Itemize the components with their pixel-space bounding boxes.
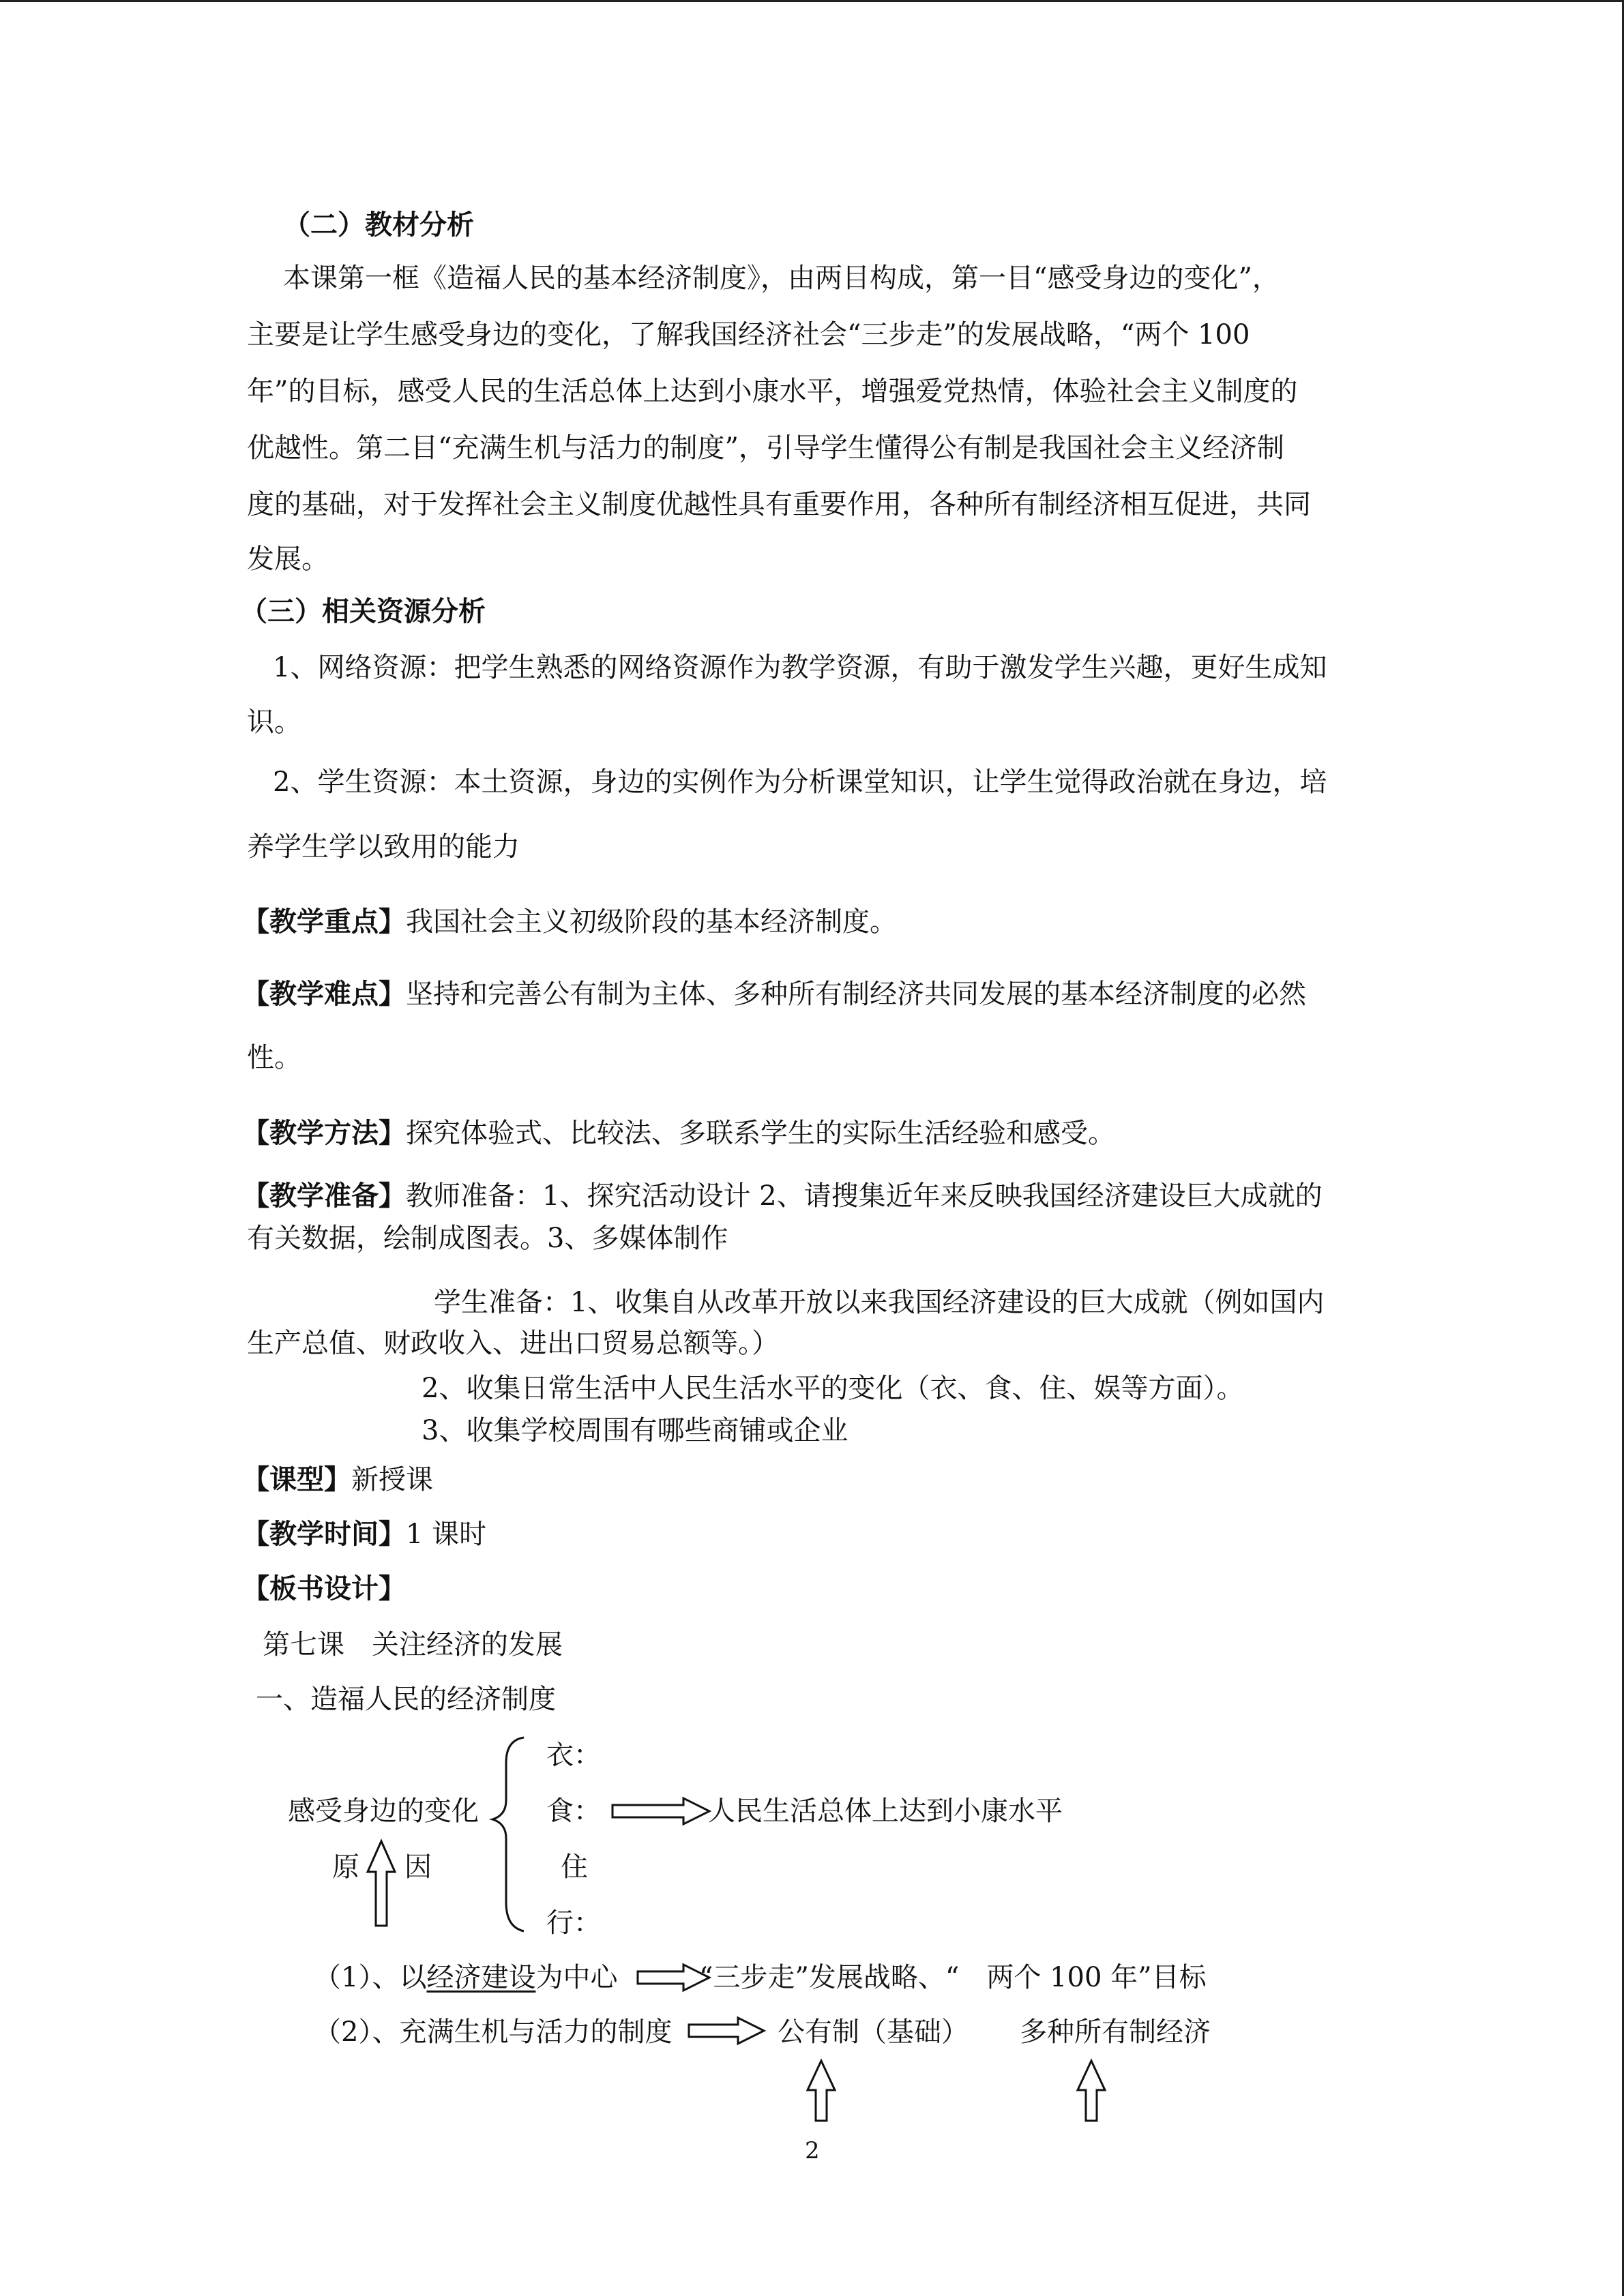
right-arrow-r1-icon [638, 1965, 709, 1991]
board-sub-title: 一、造福人民的经济制度 [256, 1684, 556, 1715]
prep-tag: 【教学准备】 [242, 1180, 406, 1212]
prep-teacher-1: 教师准备：1、探究活动设计 2、请搜集近年来反映我国经济建设巨大成就的 [406, 1180, 1323, 1212]
board-reason-line-2: （2）、充满生机与活力的制度 [314, 2016, 673, 2048]
difficulty-text: 坚持和完善公有制为主体、多种所有制经济共同发展的基本经济制度的必然 [406, 979, 1306, 1010]
section2-line-1: 本课第一框《造福人民的基本经济制度》，由两目构成，第一目“感受身边的变化”， [283, 263, 1280, 294]
board-change: 感受身边的变化 [288, 1795, 479, 1827]
board-travel: 行： [546, 1907, 601, 1939]
difficulty-tag: 【教学难点】 [242, 978, 406, 1010]
section3-item1-line2: 识。 [247, 706, 301, 738]
board-food: 食： [546, 1795, 601, 1827]
key-point-text: 我国社会主义初级阶段的基本经济制度。 [406, 906, 897, 938]
board-live: 住 [561, 1851, 588, 1883]
lesson-time-text: 1 课时 [406, 1519, 487, 1550]
board-cloth: 衣： [546, 1740, 601, 1771]
r1-prefix: （1）、以 [314, 1962, 427, 1993]
section3-item2-line2: 养学生学以致用的能力 [247, 831, 520, 863]
section2-line-4: 优越性。第二目“充满生机与活力的制度”，引导学生懂得公有制是我国社会主义经济制 [247, 432, 1284, 464]
board-tag: 【板书设计】 [242, 1572, 406, 1605]
prep-student-2: 生产总值、财政收入、进出口贸易总额等。） [247, 1328, 779, 1359]
section3-heading: （三）相关资源分析 [240, 595, 486, 627]
up-arrow-multi-icon [1078, 2061, 1105, 2121]
page-number: 2 [805, 2137, 820, 2164]
section2-line-6: 发展。 [247, 543, 329, 575]
up-arrow-public-icon [808, 2061, 835, 2121]
section2-line-5: 度的基础，对于发挥社会主义制度优越性具有重要作用，各种所有制经济相互促进，共同 [247, 489, 1311, 520]
section2-line-2: 主要是让学生感受身边的变化，了解我国经济社会“三步走”的发展战略，“两个 100 [247, 319, 1250, 351]
r1-underlined: 经济建设 [426, 1962, 536, 1993]
r1-suffix: 为中心 [535, 1962, 618, 1993]
lesson-type-text: 新授课 [351, 1464, 433, 1495]
curly-brace [492, 1738, 524, 1931]
board-r1-result: “三步走”发展战略、“ 两个 100 年”目标 [699, 1962, 1207, 1993]
up-arrow-icon [368, 1841, 395, 1926]
prep-student-4: 3、收集学校周围有哪些商铺或企业 [422, 1415, 848, 1446]
prep-student-1: 学生准备：1、收集自从改革开放以来我国经济建设的巨大成就（例如国内 [434, 1287, 1325, 1318]
prep-teacher-2: 有关数据，绘制成图表。3、多媒体制作 [247, 1223, 728, 1254]
method-tag: 【教学方法】 [242, 1117, 406, 1149]
difficulty-text-2: 性。 [247, 1042, 301, 1073]
board-lesson-title: 第七课 关注经济的发展 [263, 1629, 563, 1660]
right-arrow-r2-icon [689, 2018, 764, 2044]
right-arrow-icon [612, 1798, 709, 1824]
board-public: 公有制（基础） [778, 2016, 969, 2048]
section3-item2-line1: 2、学生资源：本土资源，身边的实例作为分析课堂知识，让学生觉得政治就在身边，培 [273, 766, 1327, 798]
lesson-time-tag: 【教学时间】 [242, 1518, 406, 1550]
board-result: 人民生活总体上达到小康水平 [708, 1795, 1063, 1827]
board-multi: 多种所有制经济 [1020, 2016, 1211, 2048]
prep-student-3: 2、收集日常生活中人民生活水平的变化（衣、食、住、娱等方面）。 [422, 1373, 1244, 1404]
board-reason-2: 因 [404, 1851, 432, 1883]
section2-line-3: 年”的目标，感受人民的生活总体上达到小康水平，增强爱党热情，体验社会主义制度的 [247, 376, 1298, 407]
section2-heading: （二）教材分析 [283, 209, 474, 241]
key-point-tag: 【教学重点】 [242, 906, 406, 938]
board-reason-1: 原 [332, 1851, 359, 1883]
lesson-type-tag: 【课型】 [242, 1463, 351, 1495]
method-text: 探究体验式、比较法、多联系学生的实际生活经验和感受。 [406, 1118, 1115, 1149]
section3-item1-line1: 1、网络资源：把学生熟悉的网络资源作为教学资源，有助于激发学生兴趣，更好生成知 [273, 652, 1327, 683]
